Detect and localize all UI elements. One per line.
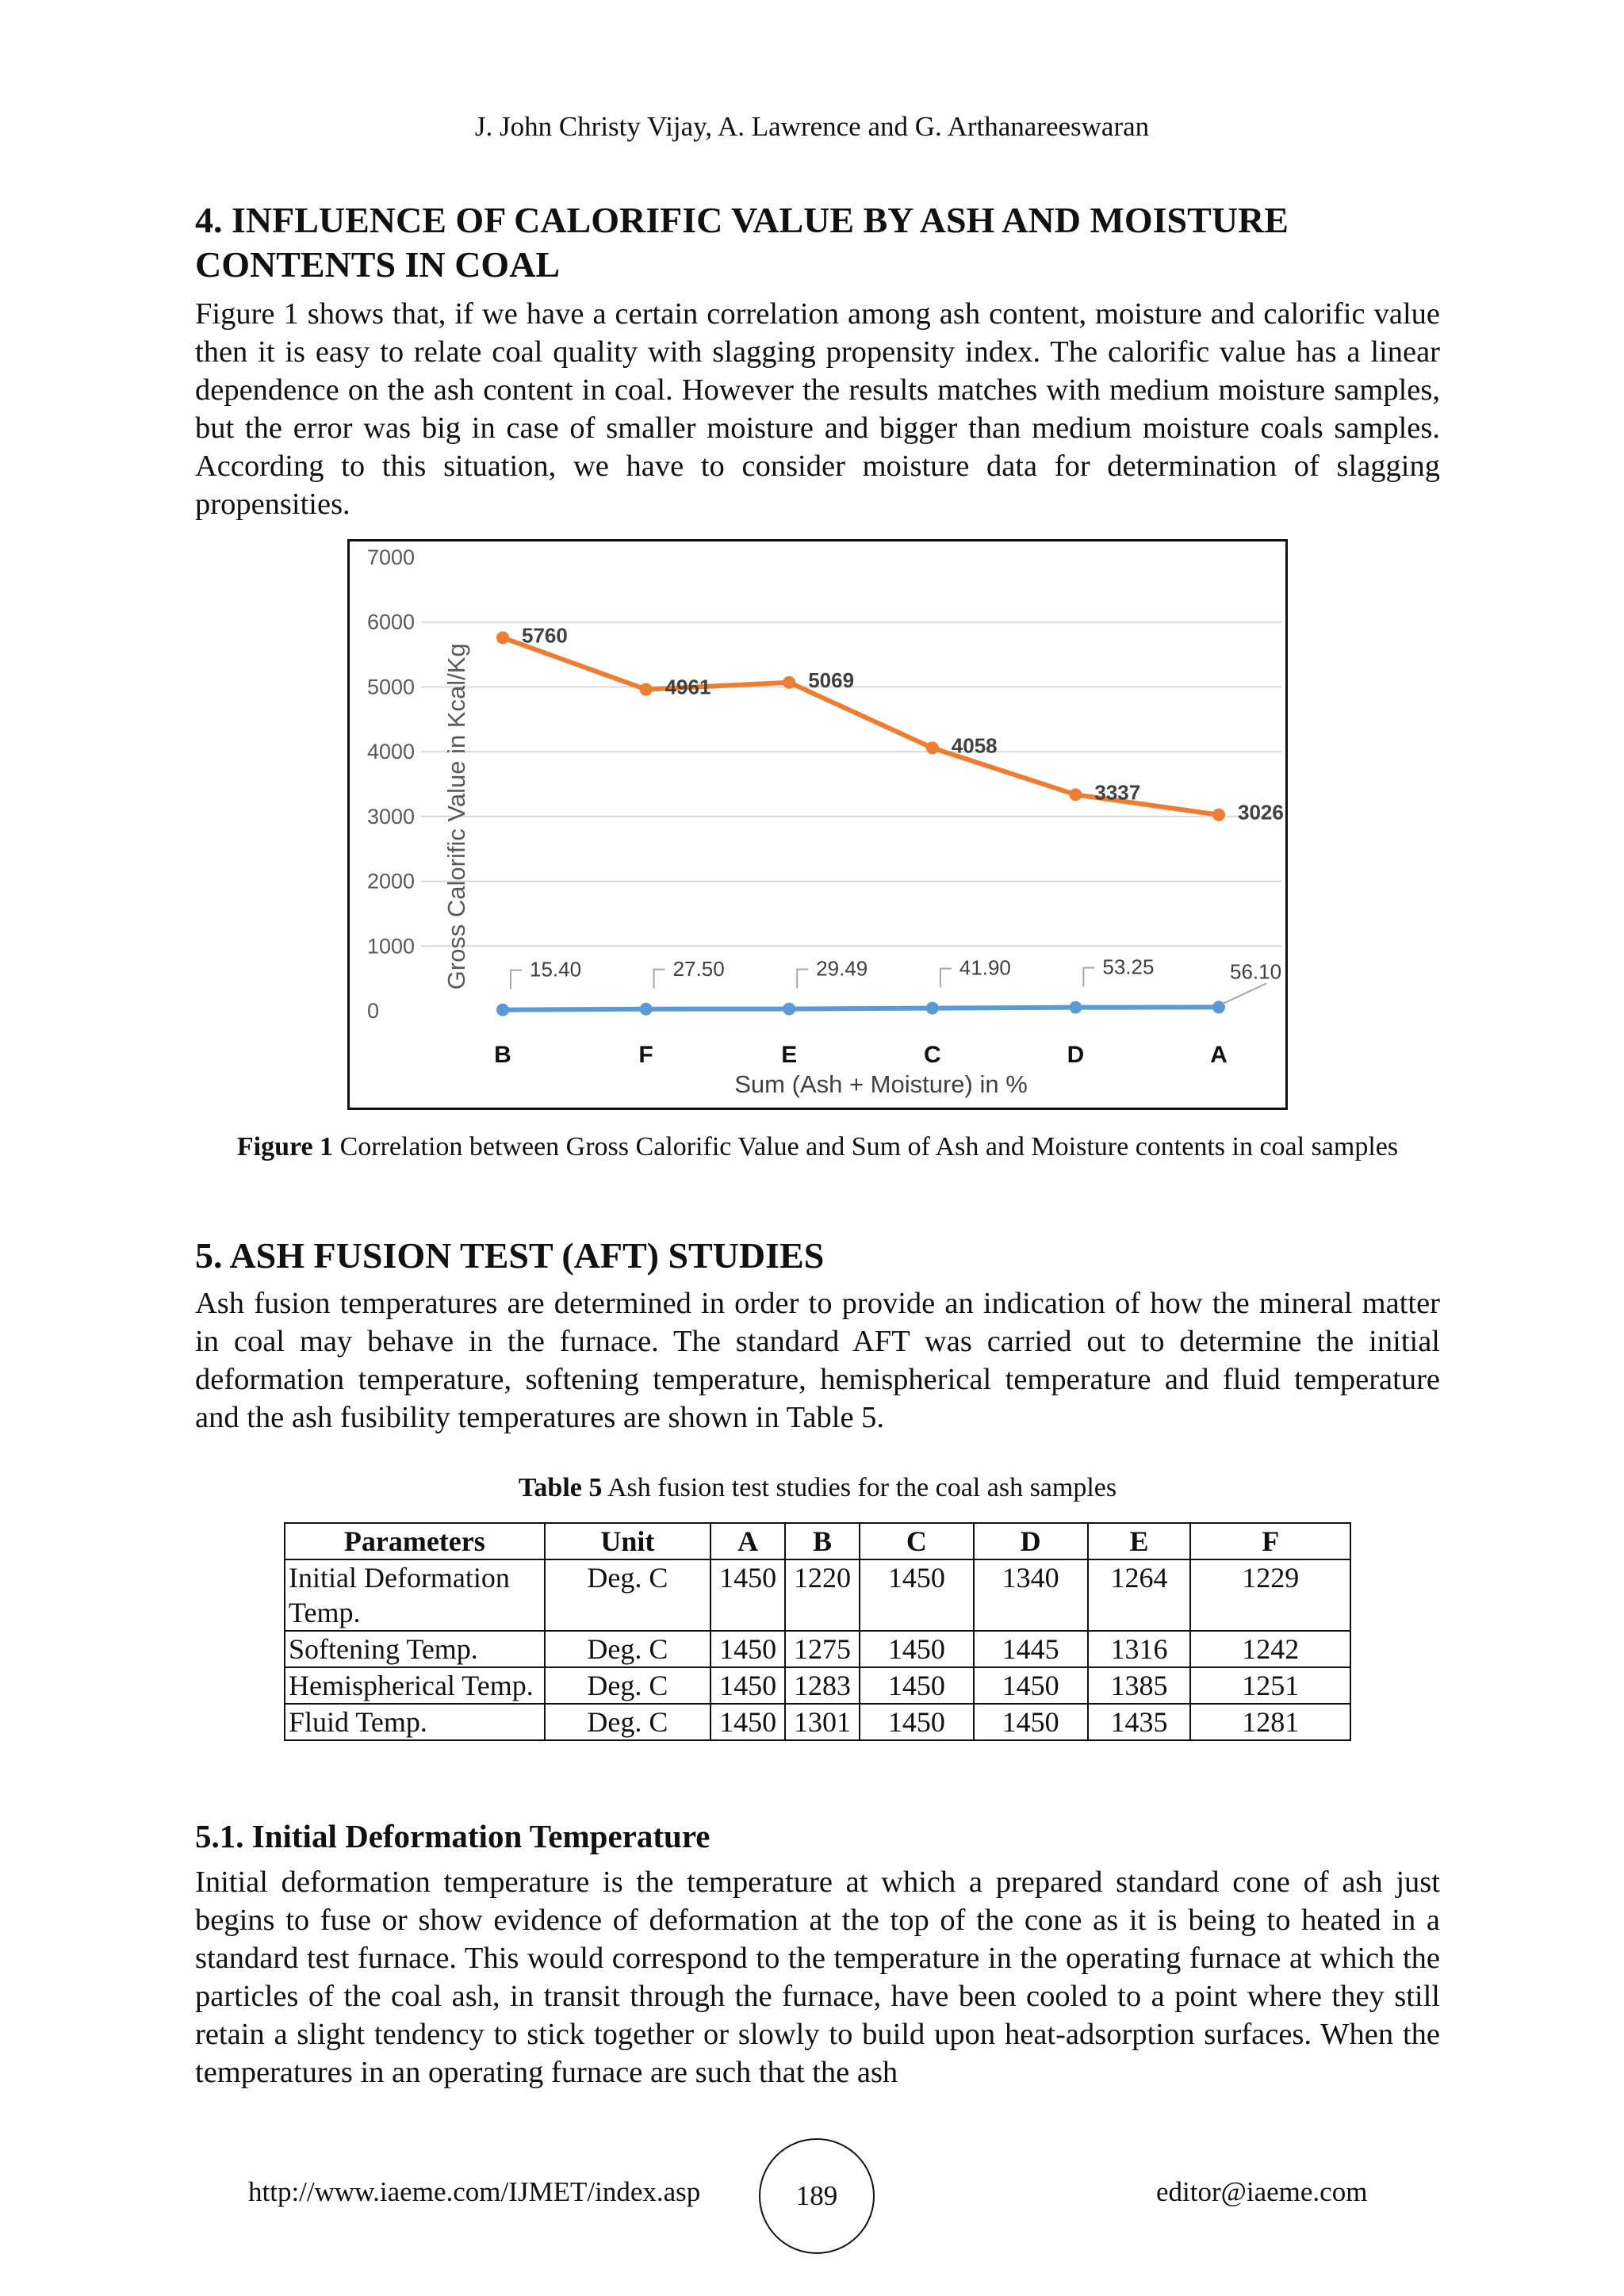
- series-gcv-data-label: 5069: [808, 668, 855, 692]
- x-tick-label: F: [638, 1042, 653, 1068]
- table-cell: Fluid Temp.: [285, 1704, 545, 1740]
- y-axis-title: Gross Calorific Value in Kcal/Kg: [442, 643, 470, 990]
- series-ash-moisture-data-label: 29.49: [816, 956, 868, 981]
- table-cell: 1450: [860, 1559, 974, 1631]
- table-header-row: [285, 1523, 1350, 1559]
- table-cell: 1220: [785, 1559, 860, 1631]
- table-cell: 1450: [974, 1667, 1088, 1704]
- table-cell: 1450: [860, 1631, 974, 1667]
- header-c: C: [860, 1523, 974, 1559]
- header-b: B: [785, 1523, 860, 1559]
- table-cell: 1251: [1190, 1667, 1350, 1704]
- table-cell: Initial Deformation Temp.: [285, 1559, 545, 1631]
- series-ash-moisture-leader: [654, 970, 665, 989]
- table-cell: Softening Temp.: [285, 1631, 545, 1667]
- series-ash-moisture-leader: [511, 970, 522, 989]
- table-cell: 1316: [1088, 1631, 1191, 1667]
- series-gcv-data-label: 4058: [951, 733, 998, 758]
- y-tick-label: 2000: [367, 869, 416, 894]
- y-tick-label: 7000: [367, 545, 416, 569]
- figure-1-caption-text: Correlation between Gross Calorific Value and Sum of Ash and Moisture contents in coal samples: [333, 1132, 1399, 1161]
- running-head: J. John Christy Vijay, A. Lawrence and G. Arthanareeswaran: [474, 111, 1150, 142]
- table-row: [285, 1559, 1350, 1631]
- header-unit: Unit: [545, 1523, 711, 1559]
- y-tick-label: 0: [367, 999, 380, 1023]
- table-cell: 1385: [1088, 1667, 1191, 1704]
- table-cell: Deg. C: [545, 1704, 711, 1740]
- x-axis-title: Sum (Ash + Moisture) in %: [734, 1070, 1028, 1098]
- series-ash-moisture-data-label: 41.90: [959, 955, 1011, 980]
- series-ash-moisture-point: [783, 1003, 795, 1016]
- y-tick-label: 1000: [367, 934, 416, 959]
- footer-url: http://www.iaeme.com/IJMET/index.asp: [248, 2176, 701, 2207]
- x-tick-label: C: [923, 1042, 941, 1068]
- x-tick-label: E: [781, 1042, 798, 1068]
- table-5-label: Table 5: [518, 1473, 603, 1502]
- header-d: D: [974, 1523, 1088, 1559]
- series-ash-moisture-point: [496, 1004, 509, 1016]
- table-cell: 1281: [1190, 1704, 1350, 1740]
- table-cell: 1283: [785, 1667, 860, 1704]
- table-5-caption: [195, 1471, 1440, 1506]
- table-cell: 1229: [1190, 1559, 1350, 1631]
- series-gcv-point: [783, 676, 795, 689]
- section-5-1-title: 5.1. Initial Deformation Temperature: [195, 1818, 710, 1854]
- series-gcv-point: [1212, 809, 1225, 821]
- y-tick-label: 5000: [367, 675, 416, 699]
- header-a: A: [710, 1523, 785, 1559]
- series-gcv-point: [496, 631, 509, 644]
- table-cell: 1264: [1088, 1559, 1191, 1631]
- series-gcv-data-label: 3026: [1238, 800, 1284, 825]
- table-row: [285, 1631, 1350, 1667]
- table-cell: 1340: [974, 1559, 1088, 1631]
- table-5-caption-text: Ash fusion test studies for the coal ash samples: [602, 1473, 1117, 1502]
- header-parameters: Parameters: [285, 1523, 545, 1559]
- series-ash-moisture-data-label: 15.40: [530, 957, 582, 982]
- figure-1-label: Figure 1: [236, 1132, 334, 1161]
- table-cell: 1450: [710, 1667, 785, 1704]
- x-tick-label: A: [1210, 1042, 1228, 1068]
- table-cell: 1275: [785, 1631, 860, 1667]
- section-4-title: [195, 198, 1448, 287]
- series-ash-moisture-leader: [1083, 968, 1094, 987]
- series-ash-moisture-leader: [797, 970, 808, 989]
- section-4-body: Figure 1 shows that, if we have a certain correlation among ash content, moisture and calorific value then it is easy to relate coal quality with slagging propensity index. The calorific value has a linear dependence on the ash content in coal. However the results matches with medium moisture samples, but the error was big in case of smaller moisture and bigger than medium moisture coals samples. According to this situation, we have to consider moisture data for determination of slagging propensities.: [195, 297, 1440, 521]
- series-ash-moisture-point: [1069, 1001, 1082, 1014]
- series-ash-moisture-data-label: 56.10: [1230, 959, 1282, 984]
- header-e: E: [1088, 1523, 1191, 1559]
- figure-1-caption: [195, 1130, 1440, 1165]
- section-5-title: 5. ASH FUSION TEST (AFT) STUDIES: [195, 1235, 825, 1276]
- series-gcv-data-label: 3337: [1094, 780, 1141, 805]
- table-cell: 1450: [710, 1559, 785, 1631]
- x-tick-label: B: [494, 1042, 511, 1068]
- series-ash-moisture-point: [640, 1003, 653, 1016]
- series-ash-moisture-point: [926, 1002, 939, 1015]
- series-ash-moisture-leader: [1222, 983, 1266, 1004]
- series-ash-moisture-data-label: 27.50: [672, 956, 725, 981]
- series-gcv-data-label: 4961: [665, 675, 711, 699]
- table-cell: 1450: [710, 1631, 785, 1667]
- footer-email: editor@iaeme.com: [1156, 2176, 1368, 2207]
- table-cell: 1445: [974, 1631, 1088, 1667]
- series-ash-moisture-data-label: 53.25: [1102, 955, 1155, 979]
- table-cell: Deg. C: [545, 1559, 711, 1631]
- table-cell: 1450: [710, 1704, 785, 1740]
- table-cell: 1450: [860, 1667, 974, 1704]
- table-row: [285, 1704, 1350, 1740]
- table-cell: Deg. C: [545, 1667, 711, 1704]
- table-cell: 1450: [974, 1704, 1088, 1740]
- y-tick-label: 3000: [367, 804, 416, 828]
- section-4-title-line1: 4. INFLUENCE OF CALORIFIC VALUE BY ASH AND MOISTURE: [195, 200, 1289, 240]
- section-5-1-body: Initial deformation temperature is the temperature at which a prepared standard cone of ash just begins to fuse or show evidence of deformation at the top of the cone as it is being to heated in a standard test furnace. This would correspond to the temperature in the operating furnace at which the particles of the coal ash, in transit through the furnace, have been cooled to a point where they still retain a slight tendency to stick together or slowly to build upon heat-adsorption surfaces. When the temperatures in an operating furnace are such that the ash: [195, 1866, 1440, 2089]
- header-f: F: [1190, 1523, 1350, 1559]
- table-row: [285, 1667, 1350, 1704]
- table-cell: 1242: [1190, 1631, 1350, 1667]
- series-ash-moisture-leader: [940, 969, 952, 988]
- table-5: [284, 1522, 1351, 1741]
- table-cell: Hemispherical Temp.: [285, 1667, 545, 1704]
- table-cell: 1450: [860, 1704, 974, 1740]
- chart-svg: [350, 541, 1290, 1112]
- series-gcv-point: [640, 683, 653, 696]
- table-cell: Deg. C: [545, 1631, 711, 1667]
- table-cell: 1435: [1088, 1704, 1191, 1740]
- series-gcv-data-label: 5760: [522, 623, 568, 648]
- x-tick-label: D: [1067, 1042, 1085, 1068]
- y-tick-label: 4000: [367, 740, 416, 764]
- figure-1-chart: [347, 539, 1288, 1110]
- series-gcv-point: [1069, 788, 1082, 801]
- series-ash-moisture-line: [503, 1007, 1219, 1009]
- table-cell: 1301: [785, 1704, 860, 1740]
- section-4-title-line2: CONTENTS IN COAL: [195, 244, 561, 285]
- page-number: 189: [759, 2138, 875, 2254]
- series-gcv-point: [926, 741, 939, 754]
- section-5-body: Ash fusion temperatures are determined in order to provide an indication of how the mineral matter in coal may behave in the furnace. The standard AFT was carried out to determine the initial deformation temperature, softening temperature, hemispherical temperature and fluid temperature and the ash fusibility temperatures are shown in Table 5.: [195, 1287, 1440, 1434]
- y-tick-label: 6000: [367, 610, 416, 634]
